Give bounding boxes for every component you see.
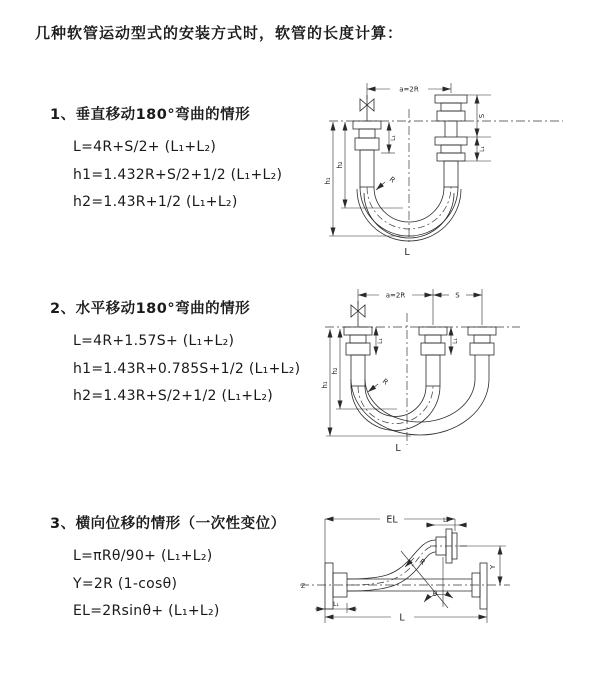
formula-line: L=4R+1.57S+ (L₁+L₂) (73, 333, 235, 349)
radius-label: R (417, 557, 427, 567)
braided-hose-section (444, 161, 458, 187)
dimension-s (461, 95, 491, 161)
radius-callout (376, 175, 397, 190)
theta-label: θ (432, 590, 438, 598)
formula-line: L=4R+S/2+ (L₁+L₂) (73, 139, 217, 155)
l1-label: L₁ (479, 146, 486, 152)
section-1-heading: 1、垂直移动180°弯曲的情形 (50, 107, 251, 123)
dimension-l1-left (376, 327, 384, 355)
radius-label: R (380, 377, 390, 387)
s-label: S (478, 113, 486, 119)
formula-line: h2=1.43R+S/2+1/2 (L₁+L₂) (73, 388, 274, 404)
h1-label: h₁ (321, 381, 329, 389)
dimension-a2r (358, 289, 482, 325)
diagram-lateral-displacement (298, 505, 600, 653)
section-3-heading: 3、横向位移的情形（一次性变位） (50, 516, 286, 532)
el-label: EL (386, 514, 398, 526)
dim-label-a2r: a=2R (399, 85, 419, 94)
diagram-vertical-180-bend (315, 75, 600, 260)
dimension-h1 (321, 329, 411, 436)
axis-break-symbol: Z (301, 583, 306, 590)
right-flange-original (472, 563, 487, 609)
formula-line: L=πRθ/90+ (L₁+L₂) (73, 548, 213, 564)
y-label: Y (489, 564, 497, 570)
dimension-l1 (315, 601, 357, 613)
dim-label-a2r: a=2R (385, 291, 406, 300)
dimension-l2 (426, 517, 467, 525)
left-fitting (353, 121, 381, 187)
dimension-h1 (324, 122, 415, 236)
s-label: S (455, 291, 460, 300)
braided-hose-section (426, 355, 440, 386)
length-label: L (395, 443, 401, 454)
middle-fitting (419, 327, 447, 386)
h1-label: h₁ (324, 177, 332, 185)
diagram-horizontal-180-bend (315, 283, 600, 458)
dimension-h2 (331, 329, 397, 409)
braided-hose-section (351, 355, 365, 386)
l1-label: L₁ (390, 135, 397, 141)
section-1 (50, 103, 282, 217)
page-title: 几种软管运动型式的安装方式时，软管的长度计算： (35, 24, 404, 42)
h2-label: h₂ (336, 161, 344, 169)
formula-line: EL=2Rsinθ+ (L₁+L₂) (73, 603, 220, 619)
l1-label: L₁ (333, 601, 339, 608)
angle-theta (401, 551, 453, 608)
formula-line: h1=1.43R+0.785S+1/2 (L₁+L₂) (73, 360, 301, 377)
right-fitting (435, 95, 467, 187)
length-label: L (404, 247, 410, 258)
radius-label: R (387, 175, 397, 185)
l2-label: L₂ (443, 517, 449, 524)
braided-hose-section (360, 150, 374, 187)
dimension-el (325, 514, 455, 567)
l1-label: L₁ (377, 338, 384, 344)
radius-callout (405, 557, 427, 567)
radius-callout (368, 377, 390, 392)
dimension-l1-right (477, 137, 486, 161)
right-fitting (468, 327, 496, 379)
hose-s-curve (347, 540, 436, 591)
valve-icon (360, 95, 374, 121)
dimension-l1-left (381, 122, 397, 153)
dimension-h2 (336, 122, 403, 208)
formula-line: Y=2R (1-cosθ) (73, 575, 178, 592)
dimension-s (433, 292, 482, 300)
section-2 (50, 297, 300, 411)
section-3 (50, 512, 286, 626)
l1-label: L₁ (452, 338, 459, 344)
left-fitting (344, 327, 372, 386)
section-2-heading: 2、水平移动180°弯曲的情形 (50, 301, 251, 317)
valve-icon (351, 301, 365, 327)
dimension-l (325, 609, 487, 624)
dimension-a2r (367, 83, 451, 99)
length-label: L (399, 612, 405, 624)
dimension-l1-mid (451, 327, 459, 355)
h2-label: h₂ (331, 367, 339, 375)
formula-line: h1=1.432R+S/2+1/2 (L₁+L₂) (73, 166, 283, 183)
hose-u-bend (351, 379, 489, 435)
formula-line: h2=1.43R+1/2 (L₁+L₂) (73, 194, 238, 210)
